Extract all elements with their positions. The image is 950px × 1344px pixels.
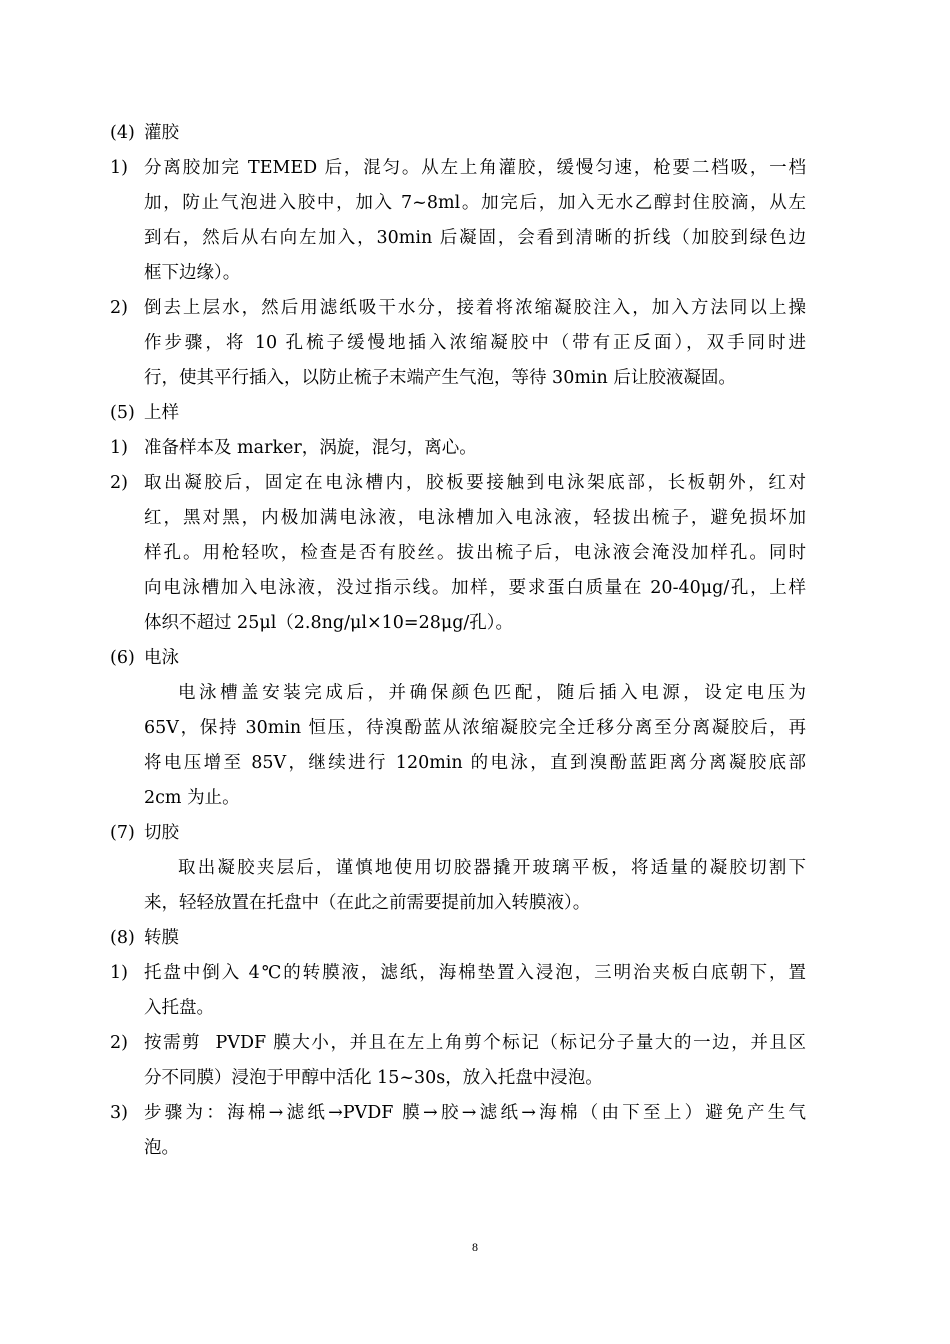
text-line: 泡。: [144, 1138, 179, 1158]
section-number: (6): [110, 648, 135, 668]
text-line: 来，轻轻放置在托盘中（在此之前需要提前加入转膜液）。: [144, 893, 591, 913]
section-heading-5: [110, 396, 810, 431]
text-line: 红，黑对黑，内极加满电泳液，电泳槽加入电泳液，轻拔出梳子，避免损坏加: [144, 508, 806, 528]
list-item: [110, 956, 810, 1026]
page-content: [110, 116, 810, 1166]
item-number: 1): [110, 438, 128, 458]
section-heading-4: [110, 116, 810, 151]
section-title: 电泳: [144, 648, 179, 668]
list-item: [110, 151, 810, 291]
text-line: 到右，然后从右向左加入，30min 后凝固，会看到清晰的折线（加胶到绿色边: [144, 228, 806, 248]
list-item: [110, 1096, 810, 1166]
text-line: 倒去上层水，然后用滤纸吸干水分，接着将浓缩凝胶注入，加入方法同以上操: [144, 298, 806, 318]
list-item: [110, 291, 810, 396]
page-number: 8: [472, 1240, 478, 1254]
section-number: (4): [110, 123, 135, 143]
text-line: 按需剪 PVDF 膜大小，并且在左上角剪个标记（标记分子量大的一边，并且区: [144, 1033, 806, 1053]
section-number: (5): [110, 403, 135, 423]
section-heading-7: [110, 816, 810, 851]
section-title: 转膜: [144, 928, 179, 948]
text-line: 电泳槽盖安装完成后，并确保颜色匹配，随后插入电源，设定电压为: [178, 683, 806, 703]
text-line: 加，防止气泡进入胶中，加入 7~8ml。加完后，加入无水乙醇封住胶滴，从左: [144, 193, 806, 213]
item-number: 1): [110, 963, 128, 983]
section-title: 灌胶: [144, 123, 179, 143]
item-number: 2): [110, 1033, 128, 1053]
text-line: 分离胶加完 TEMED 后，混匀。从左上角灌胶，缓慢匀速，枪要二档吸，一档: [144, 158, 806, 178]
section-title: 切胶: [144, 823, 179, 843]
text-line: 托盘中倒入 4℃的转膜液，滤纸，海棉垫置入浸泡，三明治夹板白底朝下，置: [144, 963, 806, 983]
text-line: 作步骤，将 10 孔梳子缓慢地插入浓缩凝胶中（带有正反面），双手同时进: [144, 333, 806, 353]
text-line: 向电泳槽加入电泳液，没过指示线。加样，要求蛋白质量在 20-40μg/孔，上样: [144, 578, 806, 598]
list-item: [110, 1026, 810, 1096]
text-line: 将电压增至 85V，继续进行 120min 的电泳，直到溴酚蓝距离分离凝胶底部: [144, 753, 806, 773]
text-line: 分不同膜）浸泡于甲醇中活化 15~30s，放入托盘中浸泡。: [144, 1068, 603, 1088]
section-number: (7): [110, 823, 135, 843]
item-number: 3): [110, 1103, 128, 1123]
list-item: [110, 466, 810, 641]
text-line: 取出凝胶夹层后，谨慎地使用切胶器撬开玻璃平板，将适量的凝胶切割下: [178, 858, 806, 878]
paragraph: [110, 676, 810, 816]
text-line: 框下边缘）。: [144, 263, 241, 283]
section-number: (8): [110, 928, 135, 948]
item-number: 1): [110, 158, 128, 178]
paragraph: [110, 851, 810, 921]
section-heading-6: [110, 641, 810, 676]
text-line: 2cm 为止。: [144, 788, 240, 808]
text-line: 取出凝胶后，固定在电泳槽内，胶板要接触到电泳架底部，长板朝外，红对: [144, 473, 806, 493]
item-number: 2): [110, 298, 128, 318]
section-heading-8: [110, 921, 810, 956]
text-line: 65V，保持 30min 恒压，待溴酚蓝从浓缩凝胶完全迁移分离至分离凝胶后，再: [144, 718, 806, 738]
text-line: 样孔。用枪轻吹，检查是否有胶丝。拔出梳子后，电泳液会淹没加样孔。同时: [144, 543, 806, 563]
text-line: 准备样本及 marker，涡旋，混匀，离心。: [144, 438, 477, 458]
list-item: [110, 431, 810, 466]
text-line: 入托盘。: [144, 998, 214, 1018]
section-title: 上样: [144, 403, 179, 423]
text-line: 步骤为：海棉→滤纸→PVDF 膜→胶→滤纸→海棉（由下至上）避免产生气: [144, 1103, 806, 1123]
text-line: 体织不超过 25μl（2.8ng/μl×10=28μg/孔）。: [144, 613, 514, 633]
text-line: 行，使其平行插入，以防止梳子末端产生气泡，等待 30min 后让胶液凝固。: [144, 368, 736, 388]
item-number: 2): [110, 473, 128, 493]
